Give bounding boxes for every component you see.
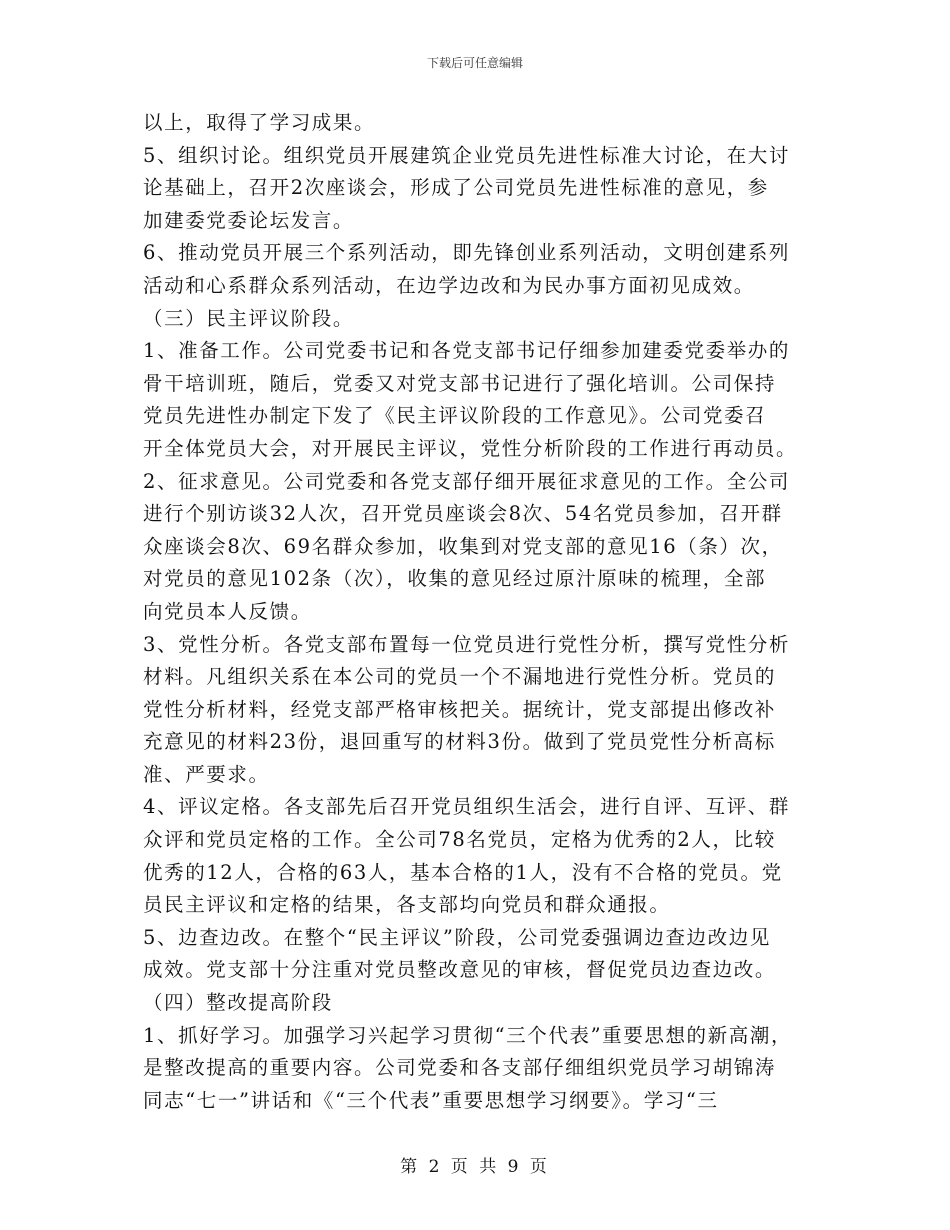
text-line: 加建委党委论坛发言。 — [143, 208, 355, 232]
text-line: 众评和党员定格的工作。全公司78名党员，定格为优秀的2人，比较 — [143, 828, 776, 852]
text-line: 以上，取得了学习成果。 — [143, 111, 376, 134]
text-line: （四）整改提高阶段 — [143, 991, 333, 1015]
text-line: 准、严要求。 — [143, 762, 270, 786]
text-line: 论基础上，召开2次座谈会，形成了公司党员先进性标准的意见，参 — [143, 176, 769, 200]
text-line: 同志“七一”讲话和《“三个代表”重要思想学习纲要》。学习“三 — [143, 1088, 719, 1112]
text-line: 2、征求意见。公司党委和各党支部仔细开展征求意见的工作。全公司 — [143, 469, 791, 493]
text-line: （三）民主评议阶段。 — [143, 306, 355, 330]
text-line: 向党员本人反馈。 — [143, 599, 312, 623]
page-header: 下载后可任意编辑 — [426, 56, 523, 70]
text-line: 党员先进性办制定下发了《民主评议阶段的工作意见》。公司党委召 — [143, 404, 767, 428]
text-line: 进行个别访谈32人次，召开党员座谈会8次、54名党员参加，召开群 — [143, 502, 783, 526]
text-line: 众座谈会8次、69名群众参加，收集到对党支部的意见16（条）次， — [143, 534, 783, 558]
text-line: 党性分析材料，经党支部严格审核把关。据统计，党支部提出修改补 — [143, 697, 777, 721]
text-line: 3、党性分析。各党支部布置每一位党员进行党性分析，撰写党性分析 — [143, 632, 791, 656]
text-line: 开全体党员大会，对开展民主评议，党性分析阶段的工作进行再动员。 — [143, 436, 798, 460]
text-line: 1、准备工作。公司党委书记和各党支部书记仔细参加建委党委举办的 — [143, 339, 791, 363]
text-line: 充意见的材料23份，退回重写的材料3份。做到了党员党性分析高标 — [143, 730, 776, 754]
text-line: 成效。党支部十分注重对党员整改意见的审核，督促党员边查边改。 — [143, 958, 777, 982]
text-line: 5、组织讨论。组织党员开展建筑企业党员先进性标准大讨论，在大讨 — [143, 143, 791, 167]
text-line: 活动和心系群众系列活动，在边学边改和为民办事方面初见成效。 — [143, 273, 755, 297]
text-line: 5、边查边改。在整个“民主评议”阶段，公司党委强调边查边改边见 — [143, 925, 771, 949]
page-footer: 第 2 页 共 9 页 — [400, 1157, 550, 1177]
text-line: 骨干培训班，随后，党委又对党支部书记进行了强化培训。公司保持 — [143, 371, 777, 395]
text-line: 是整改提高的重要内容。公司党委和各支部仔细组织党员学习胡锦涛 — [143, 1056, 777, 1080]
text-line: 对党员的意见102条（次），收集的意见经过原汁原味的梳理，全部 — [143, 567, 767, 591]
text-line: 1、抓好学习。加强学习兴起学习贯彻“三个代表”重要思想的新高潮， — [143, 1023, 793, 1047]
text-line: 员民主评议和定格的结果，各支部均向党员和群众通报。 — [143, 893, 671, 917]
text-line: 材料。凡组织关系在本公司的党员一个不漏地进行党性分析。党员的 — [143, 665, 777, 689]
text-line: 4、评议定格。各支部先后召开党员组织生活会，进行自评、互评、群 — [143, 795, 791, 819]
text-line: 6、推动党员开展三个系列活动，即先锋创业系列活动，文明创建系列 — [143, 241, 791, 265]
document-body — [143, 107, 823, 1117]
text-line: 优秀的12人，合格的63人，基本合格的1人，没有不合格的党员。党 — [143, 860, 783, 884]
